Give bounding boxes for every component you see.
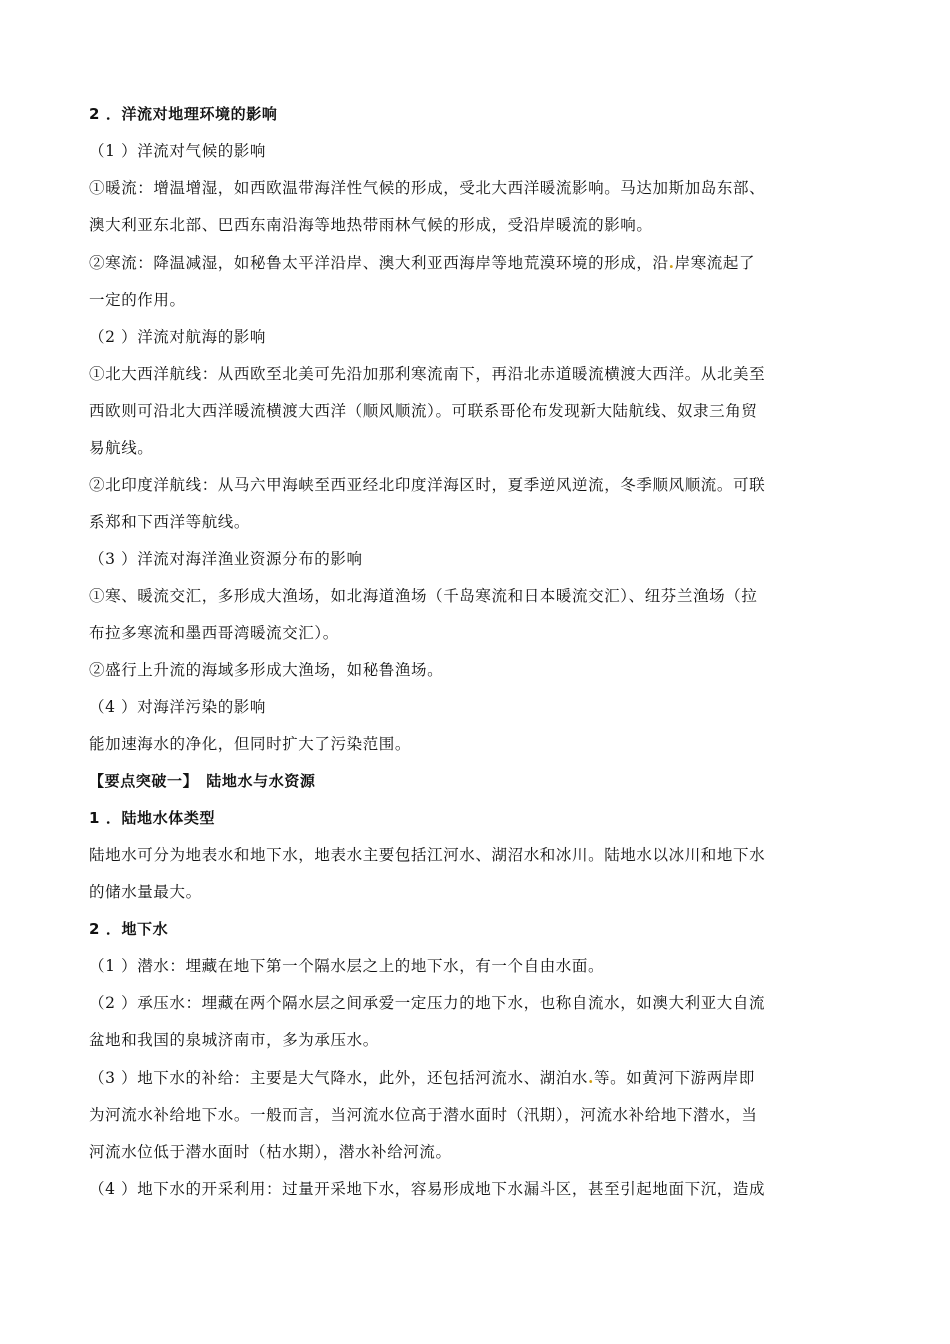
stray-mark-icon: . — [668, 253, 675, 272]
text-line — [89, 837, 864, 874]
line-text: ②北印度洋航线：从马六甲海峡至西亚经北印度洋海区时，夏季逆风逆流，冬季顺风顺流。可联 — [89, 476, 766, 494]
line-text: （1 ）洋流对气候的影响 — [89, 142, 266, 160]
section-heading — [89, 800, 864, 837]
text-line — [89, 726, 864, 763]
line-text: （3 ）地下水的补给：主要是大气降水，此外，还包括河流水、湖泊水 — [89, 1069, 588, 1087]
text-line — [89, 467, 864, 504]
line-text: （3 ）洋流对海洋渔业资源分布的影响 — [89, 550, 363, 568]
line-text: （1 ）潜水：埋藏在地下第一个隔水层之上的地下水，有一个自由水面。 — [89, 957, 605, 975]
text-line — [89, 1059, 864, 1097]
text-line — [89, 170, 864, 207]
line-text: ①北大西洋航线：从西欧至北美可先沿加那利寒流南下，再沿北赤道暖流横渡大西洋。从北美至 — [89, 365, 766, 383]
line-text-suffix: 等。如黄河下游两岸即 — [594, 1069, 756, 1087]
text-line — [89, 985, 864, 1022]
text-line — [89, 282, 864, 319]
text-line — [89, 319, 864, 356]
line-text: 一定的作用。 — [89, 291, 186, 309]
text-line — [89, 578, 864, 615]
text-line — [89, 244, 864, 282]
text-line — [89, 393, 864, 430]
text-line — [89, 689, 864, 726]
text-line — [89, 948, 864, 985]
line-text: 布拉多寒流和墨西哥湾暖流交汇）。 — [89, 624, 339, 642]
text-line — [89, 1022, 864, 1059]
text-line — [89, 652, 864, 689]
line-text: 澳大利亚东北部、巴西东南沿海等地热带雨林气候的形成，受沿岸暖流的影响。 — [89, 216, 653, 234]
line-text: （4 ）对海洋污染的影响 — [89, 698, 266, 716]
line-text: 1 ．陆地水体类型 — [89, 809, 216, 827]
text-line — [89, 356, 864, 393]
text-line — [89, 615, 864, 652]
line-text: 2 ．地下水 — [89, 920, 169, 938]
text-line — [89, 1134, 864, 1171]
text-line — [89, 1171, 864, 1208]
text-line — [89, 133, 864, 170]
document-page — [89, 96, 864, 1208]
line-text: 能加速海水的净化，但同时扩大了污染范围。 — [89, 735, 412, 753]
line-text: ①寒、暖流交汇，多形成大渔场，如北海道渔场（千岛寒流和日本暖流交汇）、纽芬兰渔场（拉 — [89, 587, 758, 605]
line-text: 河流水位低于潜水面时（枯水期），潜水补给河流。 — [89, 1143, 452, 1161]
line-text: （2 ）承压水：埋藏在两个隔水层之间承爱一定压力的地下水，也称自流水，如澳大利亚大自流 — [89, 994, 766, 1012]
line-text: 西欧则可沿北大西洋暖流横渡大西洋（顺风顺流）。可联系哥伦布发现新大陆航线、奴隶三角贸 — [89, 402, 758, 420]
line-text: 为河流水补给地下水。一般而言，当河流水位高于潜水面时（汛期），河流水补给地下潜水，当 — [89, 1106, 758, 1124]
text-line — [89, 1097, 864, 1134]
line-text: 易航线。 — [89, 439, 154, 457]
text-line — [89, 504, 864, 541]
line-text-suffix: 岸寒流起了 — [674, 254, 756, 272]
line-text: 系郑和下西洋等航线。 — [89, 513, 251, 531]
text-line — [89, 207, 864, 244]
section-heading — [89, 763, 864, 800]
stray-mark-icon: . — [588, 1068, 594, 1087]
line-text: 陆地水可分为地表水和地下水，地表水主要包括江河水、湖沼水和冰川。陆地水以冰川和地下水 — [89, 846, 766, 864]
text-line — [89, 430, 864, 467]
line-text: 盆地和我国的泉城济南市，多为承压水。 — [89, 1031, 379, 1049]
line-text: ②寒流：降温减湿，如秘鲁太平洋沿岸、澳大利亚西海岸等地荒漠环境的形成，沿 — [89, 254, 669, 272]
line-text: 【要点突破一】 陆地水与水资源 — [89, 772, 316, 790]
text-line — [89, 874, 864, 911]
text-line — [89, 541, 864, 578]
line-text: ②盛行上升流的海域多形成大渔场，如秘鲁渔场。 — [89, 661, 444, 679]
line-text: （4 ）地下水的开采利用：过量开采地下水，容易形成地下水漏斗区，甚至引起地面下沉，造成 — [89, 1180, 766, 1198]
line-text: ①暖流：增温增湿，如西欧温带海洋性气候的形成，受北大西洋暖流影响。马达加斯加岛东部、 — [89, 179, 766, 197]
line-text: 2 ．洋流对地理环境的影响 — [89, 105, 278, 123]
line-text: （2 ）洋流对航海的影响 — [89, 328, 266, 346]
section-heading — [89, 911, 864, 948]
line-text: 的储水量最大。 — [89, 883, 202, 901]
section-heading — [89, 96, 864, 133]
